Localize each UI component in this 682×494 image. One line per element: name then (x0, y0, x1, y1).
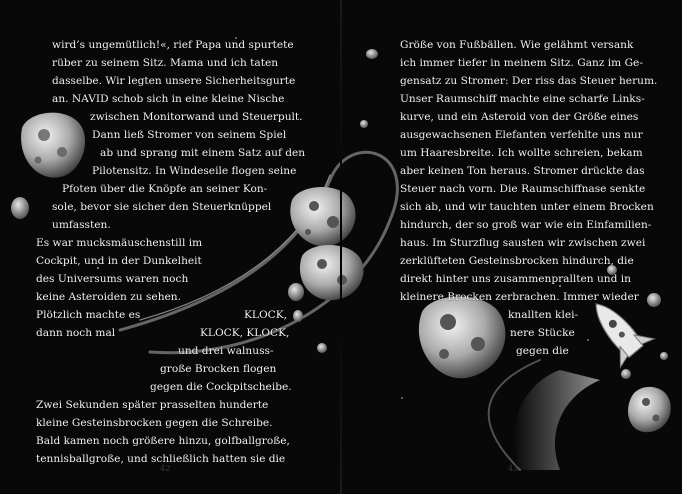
text-line: keine Asteroiden zu sehen. (36, 291, 181, 303)
text-line: dann noch mal (36, 327, 116, 339)
text-line: und drei walnuss- (178, 345, 274, 357)
text-line: tennisballgroße, und schließlich hatten sie die (36, 453, 286, 465)
text-line: ich immer tiefer in meinem Sitz. Ganz im Ge- (400, 57, 643, 69)
text-line: rüber zu seinem Sitz. Mama und ich taten (52, 57, 279, 69)
page-number: 43 (508, 464, 519, 473)
text-line: nere Stücke (510, 327, 575, 339)
text-line: zwischen Monitorwand und Steuerpult. (90, 111, 303, 123)
text-line: des Universums waren noch (36, 273, 189, 285)
text-line: ab und sprang mit einem Satz auf den (100, 147, 306, 159)
text-line: Es war mucksmäuschenstill im (36, 237, 203, 249)
page-number: 42 (160, 464, 171, 473)
text-line: Größe von Fußbällen. Wie gelähmt versank (400, 39, 634, 51)
text-line: Zwei Sekunden später prasselten hunderte (36, 399, 269, 411)
text-line: um Haaresbreite. Ich wollte schreien, bekam (400, 147, 643, 159)
text-line: haus. Im Sturzflug sausten wir zwischen zwei (400, 237, 646, 249)
left-page (0, 0, 340, 494)
text-line: kurve, und ein Asteroid von der Größe eines (400, 111, 639, 123)
text-line: knallten klei- (508, 309, 579, 321)
text-line: kleine Gesteinsbrocken gegen die Schreibe. (36, 417, 273, 429)
text-line: Pilotensitz. In Windeseile flogen seine (92, 165, 297, 177)
sound-effect: KLOCK, (244, 309, 288, 321)
text-line: an. NAVID schob sich in eine kleine Nische (52, 93, 285, 105)
text-line: Steuer nach vorn. Die Raumschiffnase senkte (400, 183, 646, 195)
text-line: hindurch, der so groß war wie ein Einfamilien- (400, 219, 652, 231)
text-line: umfassten. (52, 219, 111, 231)
text-line: Plötzlich machte es (36, 309, 141, 321)
text-line: Bald kamen noch größere hinzu, golfballgroße, (36, 435, 290, 447)
text-line: sich ab, und wir tauchten unter einem Brocken (400, 201, 654, 213)
text-line: kleinere Brocken zerbrachen. Immer wieder (400, 291, 639, 303)
text-line: Unser Raumschiff machte eine scharfe Links- (400, 93, 645, 105)
text-line: gensatz zu Stromer: Der riss das Steuer herum. (400, 75, 658, 87)
right-page (342, 0, 682, 494)
text-line: sole, bevor sie sicher den Steuerknüppel (52, 201, 272, 213)
text-line: Cockpit, und in der Dunkelheit (36, 255, 202, 267)
text-line: Pfoten über die Knöpfe an seiner Kon- (62, 183, 268, 195)
text-line: Dann ließ Stromer von seinem Spiel (92, 129, 287, 141)
text-line: aber keinen Ton heraus. Stromer drückte das (400, 165, 645, 177)
sound-effect: KLOCK, KLOCK, (200, 327, 290, 339)
text-line: direkt hinter uns zusammenprallten und in (400, 273, 631, 285)
text-line: gegen die Cockpitscheibe. (150, 381, 292, 393)
text-line: große Brocken flogen (160, 363, 277, 375)
text-line: dasselbe. Wir legten unsere Sicherheitsgurte (52, 75, 296, 87)
text-line: wird’s ungemütlich!«, rief Papa und spurtete (52, 39, 294, 51)
text-line: ausgewachsenen Elefanten verfehlte uns nur (400, 129, 643, 141)
text-line: zerklüfteten Gesteinsbrocken hindurch, die (400, 255, 634, 267)
text-line: gegen die (516, 345, 569, 357)
